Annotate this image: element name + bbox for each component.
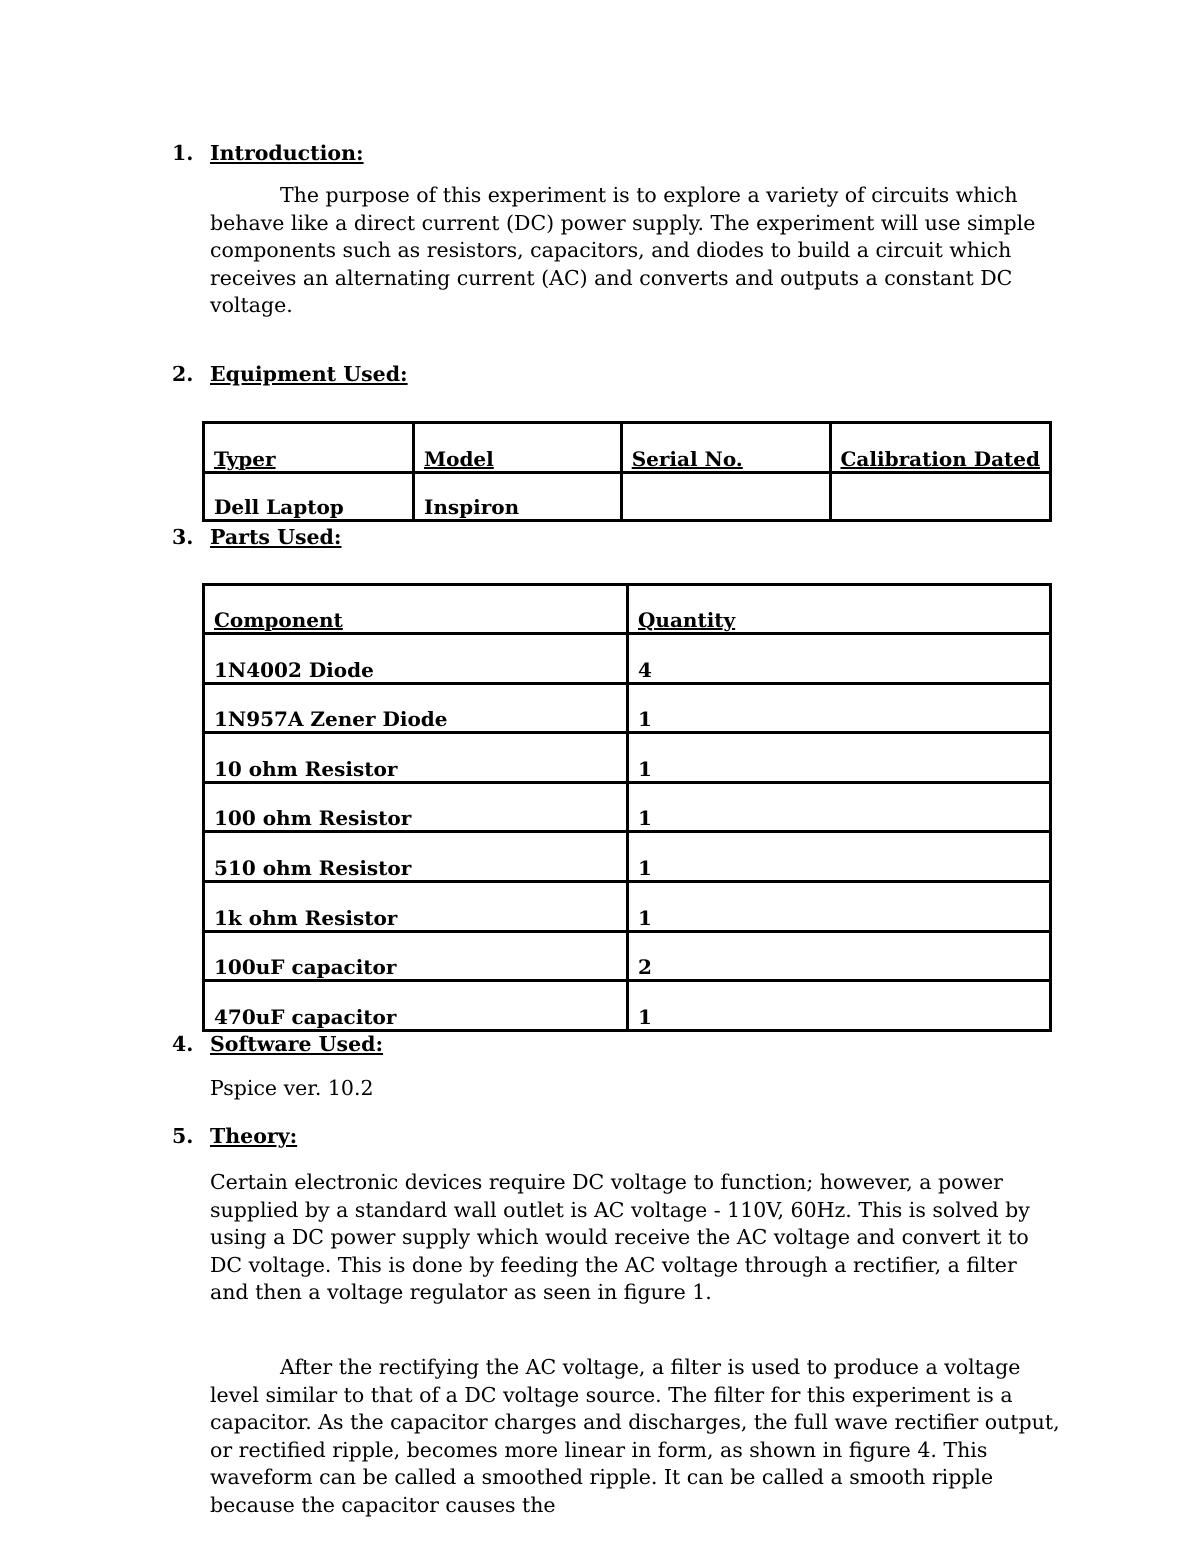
equipment-cell-model: Inspiron xyxy=(413,473,621,521)
parts-cell-quantity: 1 xyxy=(628,981,1051,1031)
parts-table xyxy=(202,583,1052,1032)
parts-header-component: Component xyxy=(204,585,628,634)
parts-cell-quantity: 1 xyxy=(628,881,1051,931)
parts-cell-component: 1k ohm Resistor xyxy=(204,881,628,931)
equipment-header-model: Model xyxy=(413,423,621,473)
parts-cell-quantity: 1 xyxy=(628,782,1051,832)
parts-cell-quantity: 1 xyxy=(628,683,1051,733)
parts-cell-component: 510 ohm Resistor xyxy=(204,832,628,882)
section-title-intro: Introduction: xyxy=(210,141,364,165)
section-number-intro: 1. xyxy=(172,141,194,165)
table-row xyxy=(204,733,1051,783)
section-title-parts: Parts Used: xyxy=(210,525,342,549)
equipment-cell-type: Dell Laptop xyxy=(204,473,414,521)
parts-cell-component: 1N957A Zener Diode xyxy=(204,683,628,733)
table-row xyxy=(204,782,1051,832)
section-title-software: Software Used: xyxy=(210,1032,384,1056)
equipment-table xyxy=(202,421,1052,522)
table-row xyxy=(204,931,1051,981)
equipment-cell-serial xyxy=(621,473,830,521)
software-text: Pspice ver. 10.2 xyxy=(210,1076,374,1100)
parts-cell-quantity: 1 xyxy=(628,832,1051,882)
equipment-header-calibration: Calibration Dated xyxy=(830,423,1050,473)
section-title-equipment: Equipment Used: xyxy=(210,362,408,386)
table-row xyxy=(204,634,1051,684)
equipment-header-serial: Serial No. xyxy=(621,423,830,473)
parts-cell-quantity: 4 xyxy=(628,634,1051,684)
theory-paragraph-1: Certain electronic devices require DC voltage to function; however, a power supplied by a standard wall outlet is AC voltage - 110V, 60Hz. This is solved by using a DC power supply which would receive the AC voltage and convert it to DC voltage. This is done by feeding the AC voltage through a rectifier, a filter and then a voltage regulator as seen in figure 1. xyxy=(210,1170,1030,1304)
section-number-parts: 3. xyxy=(172,525,194,549)
section-number-software: 4. xyxy=(172,1032,194,1056)
equipment-cell-calibration xyxy=(830,473,1050,521)
equipment-header-type: Typer xyxy=(204,423,414,473)
parts-cell-component: 100 ohm Resistor xyxy=(204,782,628,832)
table-row xyxy=(204,881,1051,931)
parts-cell-component: 10 ohm Resistor xyxy=(204,733,628,783)
parts-cell-component: 1N4002 Diode xyxy=(204,634,628,684)
parts-cell-component: 470uF capacitor xyxy=(204,981,628,1031)
parts-header-quantity: Quantity xyxy=(628,585,1051,634)
section-title-theory: Theory: xyxy=(210,1124,298,1148)
table-row xyxy=(204,683,1051,733)
section-number-theory: 5. xyxy=(172,1124,194,1148)
table-row xyxy=(204,981,1051,1031)
parts-cell-quantity: 1 xyxy=(628,733,1051,783)
table-row xyxy=(204,473,1051,521)
intro-paragraph: The purpose of this experiment is to explore a variety of circuits which behave like a direct current (DC) power supply. The experiment will use simple components such as resistors, capacitors, and diodes to build a circuit which receives an alternating current (AC) and converts and outputs a constant DC voltage. xyxy=(210,183,1036,317)
parts-cell-quantity: 2 xyxy=(628,931,1051,981)
section-number-equipment: 2. xyxy=(172,362,194,386)
parts-cell-component: 100uF capacitor xyxy=(204,931,628,981)
table-row xyxy=(204,832,1051,882)
theory-paragraph-2: After the rectifying the AC voltage, a filter is used to produce a voltage level similar to that of a DC voltage source. The filter for this experiment is a capacitor. As the capacitor charges and discharges, the full wave rectifier output, or rectified ripple, becomes more linear in form, as shown in figure 4. This waveform can be called a smoothed ripple. It can be called a smooth ripple because the capacitor causes the xyxy=(210,1355,1060,1517)
